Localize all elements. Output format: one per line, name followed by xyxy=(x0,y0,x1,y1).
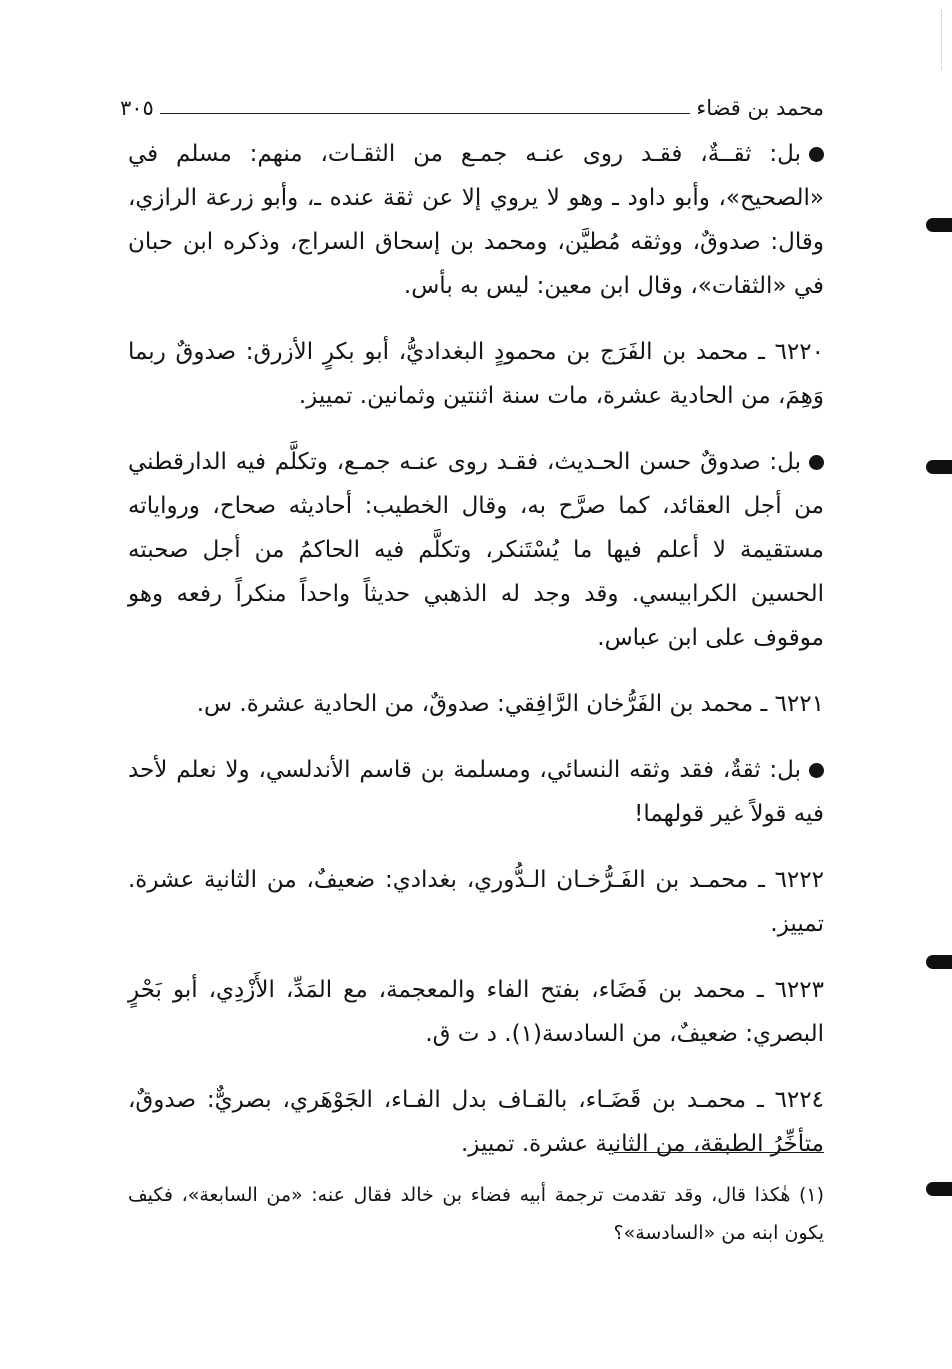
commentary-paragraph xyxy=(128,440,824,660)
entry-6221 xyxy=(128,682,824,726)
header-rule xyxy=(160,113,690,114)
paragraph-text: بل: صدوقٌ حسن الحـديث، فقـد روى عنـه جمـع، وتكلَّم فيه الدارقطني من أجل العقائد، كما صرَّح به، وقال الخطيب: أحاديثه صحاح، ورواياته مستقيمة لا أعلم فيها ما يُسْتَنكر، وتكلَّم فيه الحاكمُ من أجل صحبته الحسين الكرابيسي. وقد وجد له الذهبي حديثاً واحداً منكراً رفعه وهو موقوف على ابن عباس. xyxy=(128,449,824,651)
paragraph-text: ٦٢٢٢ ـ محمـد بن الفَـرُّخـان الـدُّوري، بغدادي: ضعيفٌ، من الثانية عشرة. تمييز. xyxy=(128,867,824,937)
entry-6220 xyxy=(128,330,824,418)
footnote-rule xyxy=(614,1152,824,1153)
paragraph-text: ٦٢٢٣ ـ محمد بن فَضَاء، بفتح الفاء والمعجمة، مع المَدِّ، الأَزْدِي، أبو بَحْرٍ البصري: ضعيفٌ، من السادسة(١). د ت ق. xyxy=(128,977,824,1047)
paragraph-text: بل: ثقــةٌ، فقـد روى عنـه جمـع من الثقـات، منهم: مسلم في «الصحيح»، وأبو داود ـ وهو لا يروي إلا عن ثقة عنده ـ، وأبو زرعة الرازي، وقال: صدوقٌ، ووثقه مُطيَّن، ومحمد بن إسحاق السراج، وذكره ابن حبان في «الثقات»، وقال ابن معين: ليس به بأس. xyxy=(128,141,824,299)
bullet-icon xyxy=(809,763,824,778)
margin-tab-mark xyxy=(926,460,952,474)
page-number: ٣٠٥ xyxy=(120,96,154,120)
running-header-title: محمد بن قضاء xyxy=(696,96,824,120)
commentary-paragraph xyxy=(128,132,824,308)
bullet-icon xyxy=(809,147,824,162)
paragraph-text: ٦٢٢٠ ـ محمد بن الفَرَج بن محمودٍ البغداديُّ، أبو بكرٍ الأزرق: صدوقٌ ربما وَهِمَ، من الحادية عشرة، مات سنة اثنتين وثمانين. تمييز. xyxy=(128,339,824,409)
running-header xyxy=(120,90,824,120)
margin-tab-mark xyxy=(926,955,952,969)
bullet-icon xyxy=(809,455,824,470)
page-edge-dots xyxy=(939,10,942,70)
margin-tab-mark xyxy=(926,1182,952,1196)
entry-6222 xyxy=(128,858,824,946)
paragraph-text: ٦٢٢٤ ـ محمـد بن قَضَـاء، بالقـاف بدل الفـاء، الجَوْهَري، بصريٌّ: صدوقٌ، متأخِّرُ الطبقة، من الثانية عشرة. تمييز. xyxy=(128,1087,824,1157)
footnote: (١) هٰكذا قال، وقد تقدمت ترجمة أبيه فضاء بن خالد فقال عنه: «من السابعة»، فكيف يكون ابنه من «السادسة»؟ xyxy=(128,1184,824,1244)
paragraph-text: بل: ثقةٌ، فقد وثقه النسائي، ومسلمة بن قاسم الأندلسي، ولا نعلم لأحد فيه قولاً غير قولهما! xyxy=(128,757,824,827)
paragraph-text: ٦٢٢١ ـ محمد بن الفَرُّخان الرَّافِقي: صدوقٌ، من الحادية عشرة. س. xyxy=(196,691,824,717)
margin-tab-mark xyxy=(926,218,952,232)
entry-6223 xyxy=(128,968,824,1056)
page-body xyxy=(128,132,824,1188)
commentary-paragraph xyxy=(128,748,824,836)
